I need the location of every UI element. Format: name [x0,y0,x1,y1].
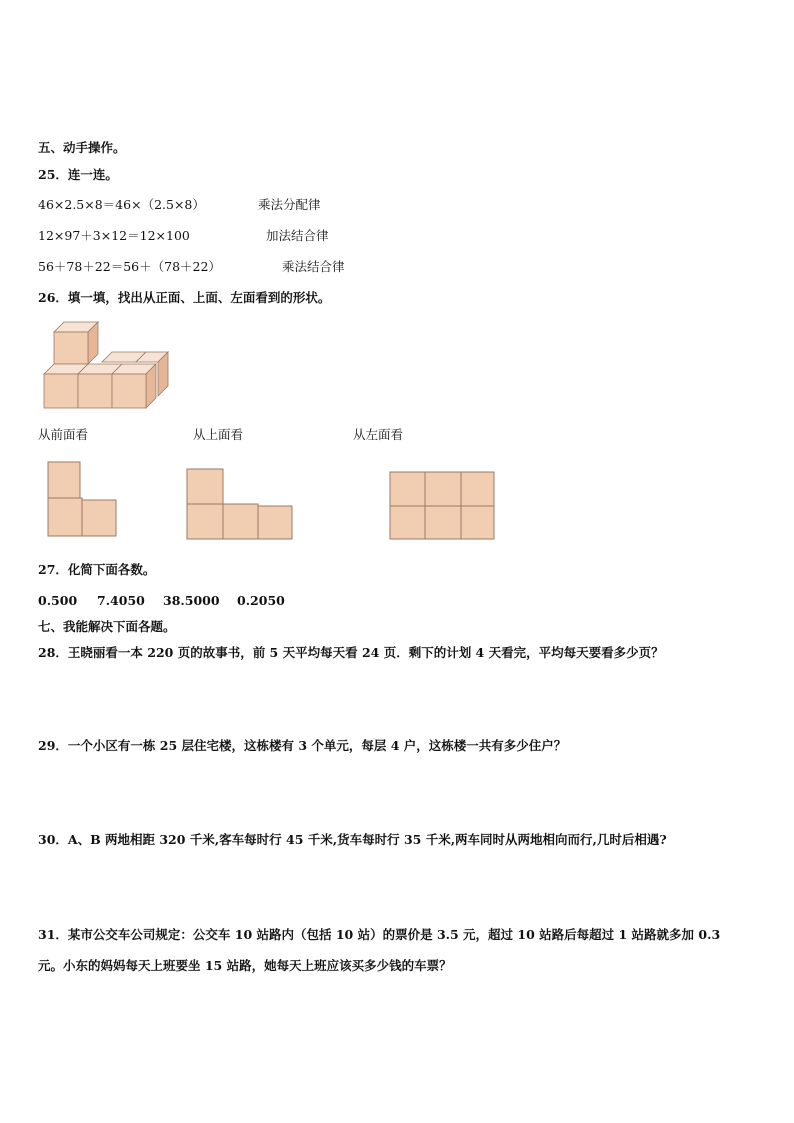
top-view-shape [186,467,296,543]
q27-number-2: 7.4050 [97,593,145,608]
q25-law-3: 乘法结合律 [282,259,345,274]
q25-expr-2: 12×97＋3×12＝12×100 [38,228,190,243]
view-label-front: 从前面看 [38,427,89,442]
q27-number-4: 0.2050 [237,593,285,608]
q31-text-line-2: 元。小东的妈妈每天上班要坐 15 站路，她每天上班应该买多少钱的车票？ [38,958,452,973]
front-view-shape [46,460,120,540]
q28-text: 28．王晓丽看一本 220 页的故事书，前 5 天平均每天看 24 页．剩下的计划 4 天看完，平均每天要看多少页？ [38,645,664,660]
cube-top-stack [54,322,98,364]
q25-law-2: 加法结合律 [266,228,329,243]
q26-title: 26．填一填，找出从正面、上面、左面看到的形状。 [38,290,331,305]
view-label-left: 从左面看 [353,427,404,442]
section-seven-heading: 七、我能解决下面各题。 [38,619,176,634]
q25-expr-3: 56＋78＋22＝56＋（78＋22） [38,259,221,274]
view-label-top: 从上面看 [193,427,244,442]
q25-title: 25．连一连。 [38,167,118,182]
q30-text: 30．A、B 两地相距 320 千米,客车每时行 45 千米,货车每时行 35 千米,两车同时从两地相向而行,几时后相遇? [38,832,667,847]
cube-front-row [44,364,156,408]
q29-text: 29．一个小区有一栋 25 层住宅楼，这栋楼有 3 个单元，每层 4 户，这栋楼一共有多少住户？ [38,738,567,753]
q25-expr-1: 46×2.5×8＝46×（2.5×8） [38,197,205,212]
left-view-shape [389,470,497,542]
q27-number-3: 38.5000 [163,593,220,608]
cube-stack-figure [40,318,175,414]
q31-text-line-1: 31．某市公交车公司规定：公交车 10 站路内（包括 10 站）的票价是 3.5 元，超过 10 站路后每超过 1 站路就多加 0.3 [38,927,721,942]
q25-law-1: 乘法分配律 [258,197,321,212]
q27-title: 27．化简下面各数。 [38,562,156,577]
q27-number-1: 0.500 [38,593,78,608]
section-five-heading: 五、动手操作。 [38,140,126,155]
